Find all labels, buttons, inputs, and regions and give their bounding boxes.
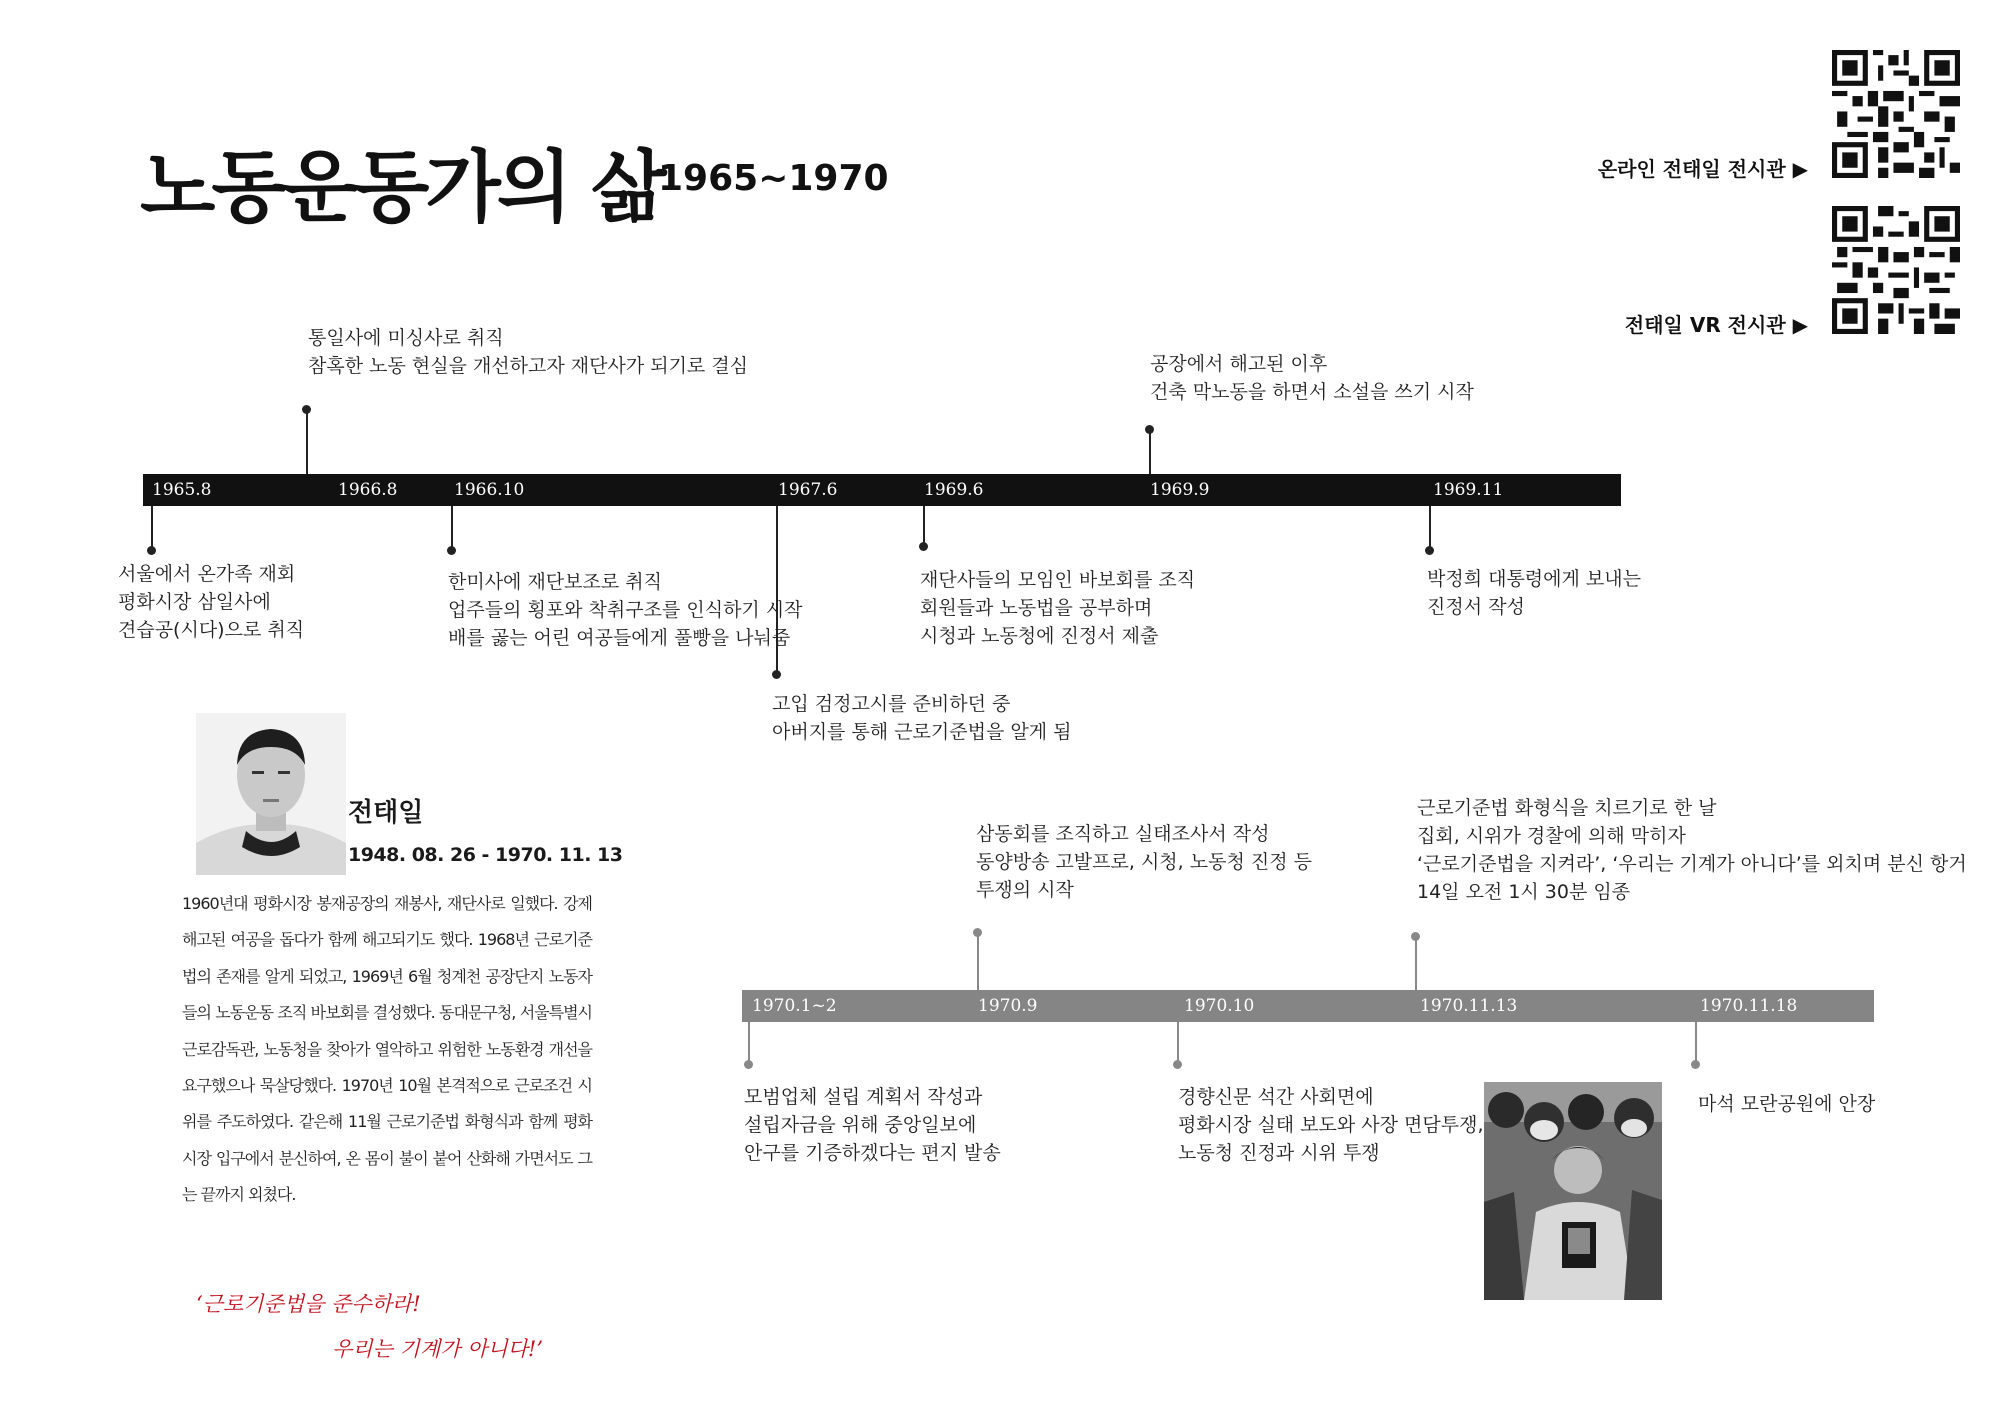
connector-dot: [744, 1060, 753, 1069]
event-1965-8: 서울에서 온가족 재회 평화시장 삼일사에 견습공(시다)으로 취직: [118, 563, 305, 641]
connector-dot: [147, 546, 156, 555]
connector-dot: [1691, 1060, 1700, 1069]
connector-line: [1177, 1022, 1179, 1064]
timeline-date: 1969.11: [1433, 480, 1504, 500]
connector-line: [1149, 430, 1151, 474]
event-1970-11-13: 근로기준법 화형식을 치르기로 한 날 집회, 시위가 경찰에 의해 막히자 ‘근로기준법을 지켜라’, ‘우리는 기계가 아니다’를 외치며 분신 항거 14일 오전 1시 30분 임종: [1417, 797, 1967, 903]
quote-line-1: ‘근로기준법을 준수하라!: [196, 1292, 421, 1316]
event-1969-11: 박정희 대통령에게 보내는 진정서 작성: [1427, 568, 1641, 618]
person-biography: 1960년대 평화시장 봉재공장의 재봉사, 재단사로 일했다. 강제 해고된 여공을 돕다가 함께 해고되기도 했다. 1968년 근로기준법의 존재를 알게 되었고, 1969년 6월 청계천 공장단지 노동자들의 노동운동 조직 바보회를 결성했다. 동대문구청, 서울특별시 근로감독관, 노동청을 찾아가 열악하고 위험한 노동환경 개선을 요구했으나 묵살당했다. 1970년 10월 본격적으로 근로조건 시위를 주도하였다. 같은해 11월 근로기준법 화형식과 함께 평화시장 입구에서 분신하여, 온 몸이 불이 붙어 산화해 가면서도 그는 끝까지 외쳤다.: [182, 894, 592, 1205]
timeline-date: 1970.10: [1184, 996, 1255, 1016]
connector-dot: [772, 670, 781, 679]
connector-line: [1429, 506, 1431, 550]
online-exhibition-link[interactable]: 온라인 전태일 전시관 ▶: [1597, 157, 1808, 181]
timeline-date: 1966.8: [338, 480, 398, 500]
timeline-date: 1966.10: [454, 480, 525, 500]
event-1967-6: 고입 검정고시를 준비하던 중 아버지를 통해 근로기준법을 알게 됨: [772, 693, 1072, 743]
event-1970-10: 경향신문 석간 사회면에 평화시장 실태 보도와 사장 면담투쟁, 노동청 진정과 시위 투쟁: [1178, 1086, 1484, 1164]
connector-line: [1415, 938, 1417, 990]
protest-photo: [1484, 1082, 1662, 1300]
connector-line: [451, 506, 453, 550]
qr-code-icon[interactable]: [1832, 50, 1960, 178]
event-1969-9: 공장에서 해고된 이후 건축 막노동을 하면서 소설을 쓰기 시작: [1150, 353, 1474, 403]
event-1970-11-18: 마석 모란공원에 안장: [1698, 1093, 1876, 1115]
timeline-date: 1967.6: [778, 480, 838, 500]
period-years: 1965~1970: [658, 158, 889, 199]
timeline-date: 1970.1~2: [752, 996, 837, 1016]
timeline-date: 1969.9: [1150, 480, 1210, 500]
connector-dot: [1425, 546, 1434, 555]
person-lifespan: 1948. 08. 26 - 1970. 11. 13: [348, 844, 623, 866]
connector-line: [151, 506, 153, 550]
qr-code-icon[interactable]: [1832, 206, 1960, 334]
event-1969-6: 재단사들의 모임인 바보회를 조직 회원들과 노동법을 공부하며 시청과 노동청에 진정서 제출: [920, 569, 1196, 647]
connector-line: [1695, 1022, 1697, 1064]
connector-dot: [302, 405, 311, 414]
connector-dot: [1411, 932, 1420, 941]
event-1970-1-2: 모범업체 설립 계획서 작성과 설립자금을 위해 중앙일보에 안구를 기증하겠다는 편지 발송: [744, 1086, 1001, 1164]
portrait-photo: [196, 713, 346, 875]
timeline-date: 1965.8: [152, 480, 212, 500]
page-title: 노동운동가의 삶: [140, 143, 663, 233]
connector-line: [306, 410, 308, 474]
connector-dot: [919, 542, 928, 551]
vr-exhibition-link[interactable]: 전태일 VR 전시관 ▶: [1624, 313, 1808, 337]
connector-dot: [973, 928, 982, 937]
connector-dot: [447, 546, 456, 555]
timeline-date: 1969.6: [924, 480, 984, 500]
timeline-date: 1970.9: [978, 996, 1038, 1016]
connector-line: [977, 934, 979, 990]
timeline-date: 1970.11.13: [1420, 996, 1518, 1016]
connector-dot: [1145, 425, 1154, 434]
connector-line: [923, 506, 925, 546]
connector-line: [748, 1022, 750, 1064]
person-name: 전태일: [348, 798, 424, 828]
event-1970-9: 삼동회를 조직하고 실태조사서 작성 동양방송 고발프로, 시청, 노동청 진정 등 투쟁의 시작: [976, 823, 1312, 901]
timeline-date: 1970.11.18: [1700, 996, 1798, 1016]
event-1966-10: 한미사에 재단보조로 취직 업주들의 횡포와 착취구조를 인식하기 시작 배를 곯는 어린 여공들에게 풀빵을 나눠줌: [448, 571, 803, 649]
quote-line-2: 우리는 기계가 아니다!’: [332, 1337, 544, 1361]
connector-dot: [1173, 1060, 1182, 1069]
event-1966-8: 통일사에 미싱사로 취직 참혹한 노동 현실을 개선하고자 재단사가 되기로 결심: [308, 327, 749, 377]
